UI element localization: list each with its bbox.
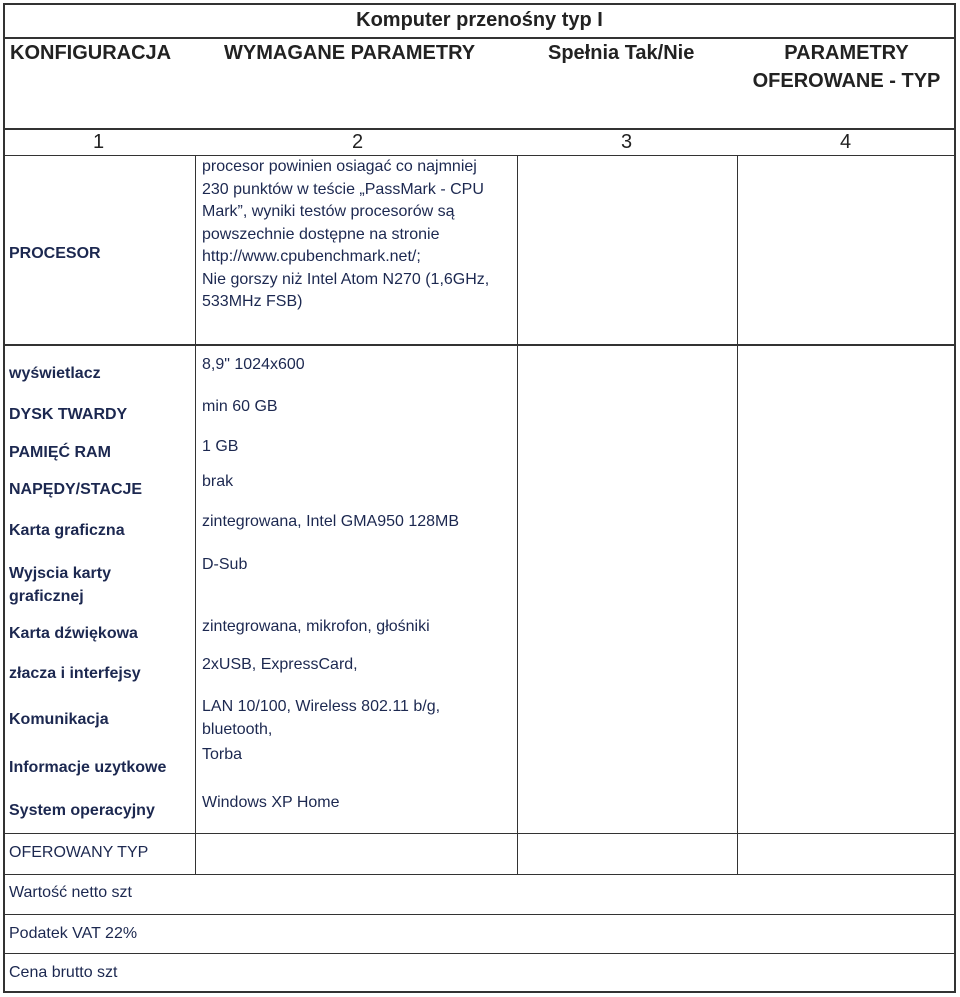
row-value-karta-dzwiekowa: zintegrowana, mikrofon, głośniki (202, 618, 430, 635)
row-value-system: Windows XP Home (202, 794, 340, 811)
footer-wartosc-netto: Wartość netto szt (9, 884, 132, 901)
header-wymagane-parametry: WYMAGANE PARAMETRY (224, 42, 476, 64)
procesor-requirement-line: powszechnie dostępne na stronie (202, 225, 440, 243)
header-oferowane-line2: OFEROWANE - TYP (752, 70, 941, 92)
row-divider (3, 914, 956, 915)
row-value-zlacza: 2xUSB, ExpressCard, (202, 656, 358, 673)
row-value-komunikacja: LAN 10/100, Wireless 802.11 b/g, (202, 698, 441, 715)
row-divider (3, 833, 956, 834)
row-label-komunikacja: Komunikacja (9, 711, 109, 728)
col-divider (517, 155, 518, 874)
row-label-napedy: NAPĘDY/STACJE (9, 481, 143, 498)
procesor-requirement-line: 230 punktów w teście „PassMark - CPU (202, 180, 484, 198)
row-value-karta-graficzna: zintegrowana, Intel GMA950 128MB (202, 513, 460, 530)
row-label-informacje: Informacje uzytkowe (9, 759, 167, 776)
row-value-komunikacja-line2: bluetooth, (202, 721, 273, 738)
row-label-zlacza: złacza i interfejsy (9, 665, 141, 682)
row-value-wyswietlacz: 8,9" 1024x600 (202, 356, 305, 373)
header-oferowane-line1: PARAMETRY (784, 42, 909, 64)
footer-cena-brutto: Cena brutto szt (9, 964, 118, 981)
col-divider (737, 155, 738, 874)
column-number-3: 3 (621, 131, 633, 153)
row-value-informacje: Torba (202, 746, 243, 763)
row-label-wyswietlacz: wyświetlacz (9, 365, 101, 382)
row-label-wyjscia-karty: Wyjscia karty (9, 565, 111, 582)
col-divider (195, 155, 196, 874)
procesor-requirement-line: http://www.cpubenchmark.net/; (202, 248, 421, 265)
row-divider (3, 874, 956, 875)
procesor-requirement-line: procesor powinien osiagać co najmniej (202, 158, 477, 175)
row-divider (3, 953, 956, 954)
column-number-4: 4 (840, 131, 852, 153)
row-divider (3, 155, 956, 156)
procesor-requirement-line: Mark”, wyniki testów procesorów są (202, 203, 455, 220)
row-value-napedy: brak (202, 473, 234, 490)
row-value-dysk-twardy: min 60 GB (202, 398, 278, 415)
row-label-karta-graficzna: Karta graficzna (9, 522, 125, 539)
row-divider (3, 128, 956, 130)
procesor-label: PROCESOR (9, 245, 101, 262)
row-label-wyjscia-karty-line2: graficznej (9, 588, 84, 605)
footer-oferowany-typ: OFEROWANY TYP (9, 844, 149, 861)
row-divider (3, 344, 956, 346)
column-number-2: 2 (352, 131, 364, 153)
row-value-pamiec-ram: 1 GB (202, 438, 239, 455)
column-number-1: 1 (93, 131, 105, 153)
footer-podatek-vat: Podatek VAT 22% (9, 925, 138, 942)
header-konfiguracja: KONFIGURACJA (10, 42, 172, 64)
row-value-wyjscia-karty: D-Sub (202, 556, 248, 573)
procesor-requirement-line: Nie gorszy niż Intel Atom N270 (1,6GHz, (202, 270, 490, 288)
row-label-system: System operacyjny (9, 802, 155, 819)
table-title: Komputer przenośny typ I (356, 9, 603, 31)
procesor-requirement-line: 533MHz FSB) (202, 293, 303, 310)
row-label-dysk-twardy: DYSK TWARDY (9, 406, 128, 423)
row-label-karta-dzwiekowa: Karta dźwiękowa (9, 625, 138, 642)
header-spelnia: Spełnia Tak/Nie (548, 42, 695, 64)
row-divider (3, 37, 956, 39)
row-label-pamiec-ram: PAMIĘĆ RAM (9, 444, 111, 461)
